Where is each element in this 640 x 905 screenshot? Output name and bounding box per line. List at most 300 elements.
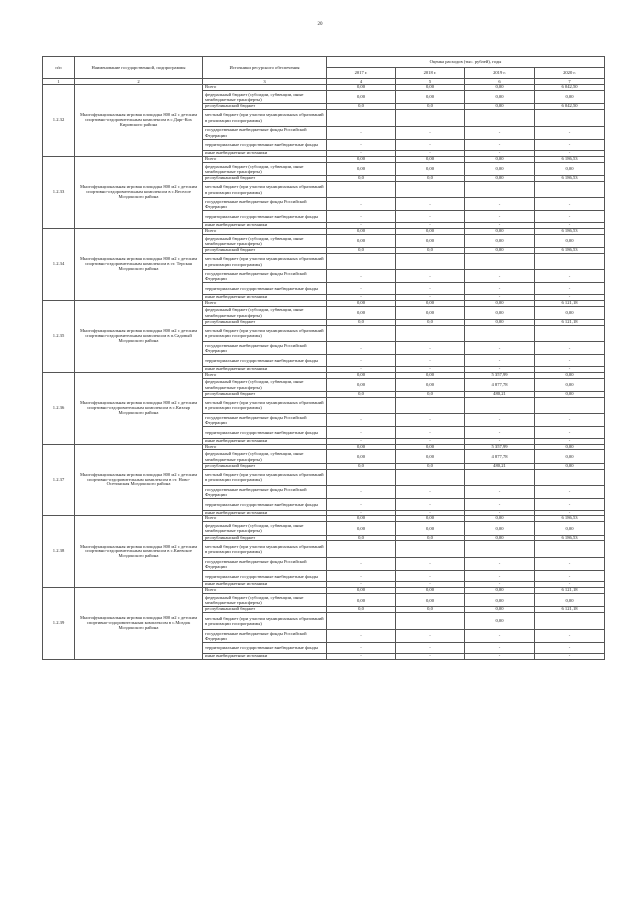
- source-label: республиканский бюджет: [203, 535, 327, 541]
- value-cell: 0,00: [396, 234, 465, 247]
- value-cell: 0,00: [396, 516, 465, 522]
- value-cell: -: [535, 654, 605, 660]
- source-label: федеральный бюджет (субсидии, субвенции, иные межбюджетные трансферты): [203, 378, 327, 391]
- source-label: федеральный бюджет (субсидии, субвенции, иные межбюджетные трансферты): [203, 90, 327, 103]
- value-cell: 0,00: [465, 300, 535, 306]
- value-cell: 0,00: [327, 378, 396, 391]
- value-cell: -: [465, 283, 535, 295]
- source-label: федеральный бюджет (субсидии, субвенции, иные межбюджетные трансферты): [203, 522, 327, 535]
- value-cell: -: [396, 438, 465, 444]
- item-number: 1.2.38: [43, 516, 75, 588]
- value-cell: 6 186,53: [535, 516, 605, 522]
- source-label: территориальные государственные внебюджетные фонды: [203, 283, 327, 295]
- value-cell: 0,00: [327, 516, 396, 522]
- source-label: иные внебюджетные источники: [203, 366, 327, 372]
- source-label: государственные внебюджетные фонды Российской Федерации: [203, 126, 327, 139]
- value-cell: 0,00: [535, 162, 605, 175]
- value-cell: 0,00: [327, 85, 396, 91]
- value-cell: -: [465, 355, 535, 367]
- value-cell: -: [327, 211, 396, 223]
- item-name: Многофункциональная игровая площадка 800 м2 с детским спортивно-оздоровительным комплексом в с.Веселое Моздокского района: [75, 156, 203, 228]
- source-label: иные внебюджетные источники: [203, 654, 327, 660]
- value-cell: [396, 181, 465, 198]
- header-source: Источники ресурсного обеспечения: [203, 57, 327, 79]
- value-cell: 6 121,18: [535, 607, 605, 613]
- source-label: местный бюджет (при участии муниципальных образований в реализации госпрограммы): [203, 253, 327, 270]
- value-cell: -: [535, 126, 605, 139]
- value-cell: 0,00: [465, 162, 535, 175]
- value-cell: 0,00: [327, 522, 396, 535]
- item-name: Многофункциональная игровая площадка 800 м2 с детским спортивно-оздоровительным комплексом в с.Дарг-Кох Кировского района: [75, 85, 203, 157]
- value-cell: -: [396, 414, 465, 427]
- value-cell: 0,00: [327, 90, 396, 103]
- value-cell: [535, 397, 605, 414]
- source-label: территориальные государственные внебюджетные фонды: [203, 570, 327, 582]
- value-cell: -: [327, 654, 396, 660]
- value-cell: -: [535, 283, 605, 295]
- source-label: иные внебюджетные источники: [203, 582, 327, 588]
- item-name: Многофункциональная игровая площадка 800 м2 с детским спортивно-оздоровительным комплексом в с.Киевское Моздокского района: [75, 516, 203, 588]
- value-cell: -: [535, 486, 605, 499]
- value-cell: -: [465, 629, 535, 642]
- value-cell: -: [465, 486, 535, 499]
- header-estimate: Оценка расходов (тыс. рублей), годы: [327, 57, 605, 68]
- source-label: Всего: [203, 85, 327, 91]
- value-cell: 0,00: [465, 594, 535, 607]
- value-cell: -: [465, 198, 535, 211]
- value-cell: [327, 110, 396, 127]
- source-label: республиканский бюджет: [203, 607, 327, 613]
- value-cell: 0,00: [327, 300, 396, 306]
- source-label: Всего: [203, 444, 327, 450]
- value-cell: 0,00: [465, 85, 535, 91]
- value-cell: -: [327, 222, 396, 228]
- value-cell: 6 042,50: [535, 85, 605, 91]
- value-cell: -: [465, 510, 535, 516]
- item-name: Многофункциональная игровая площадка 800 м2 с детским спортивно-оздоровительным комплексом в ст. Ново-Осетинская Моздокского района: [75, 444, 203, 516]
- value-cell: 6 186,53: [535, 247, 605, 253]
- value-cell: -: [396, 283, 465, 295]
- value-cell: 0,00: [327, 162, 396, 175]
- value-cell: -: [535, 557, 605, 570]
- value-cell: 0,00: [396, 450, 465, 463]
- value-cell: -: [327, 139, 396, 151]
- value-cell: [465, 541, 535, 558]
- value-cell: -: [535, 438, 605, 444]
- item-number: 1.2.32: [43, 85, 75, 157]
- value-cell: -: [327, 126, 396, 139]
- value-cell: -: [396, 427, 465, 439]
- value-cell: [396, 110, 465, 127]
- value-cell: -: [465, 366, 535, 372]
- value-cell: 480,21: [465, 463, 535, 469]
- value-cell: 0,00: [535, 594, 605, 607]
- value-cell: -: [396, 570, 465, 582]
- value-cell: -: [396, 510, 465, 516]
- header-index: 6: [465, 79, 535, 85]
- source-label: территориальные государственные внебюджетные фонды: [203, 211, 327, 223]
- value-cell: -: [396, 642, 465, 654]
- value-cell: -: [327, 510, 396, 516]
- item-number: 1.2.36: [43, 372, 75, 444]
- value-cell: 6 121,18: [535, 300, 605, 306]
- value-cell: -: [535, 427, 605, 439]
- source-label: федеральный бюджет (субсидии, субвенции, иные межбюджетные трансферты): [203, 162, 327, 175]
- value-cell: [396, 325, 465, 342]
- value-cell: [465, 397, 535, 414]
- value-cell: -: [327, 486, 396, 499]
- value-cell: [535, 325, 605, 342]
- source-label: государственные внебюджетные фонды Российской Федерации: [203, 414, 327, 427]
- source-label: территориальные государственные внебюджетные фонды: [203, 499, 327, 511]
- value-cell: -: [465, 427, 535, 439]
- value-cell: -: [327, 642, 396, 654]
- value-cell: 0,0: [396, 247, 465, 253]
- value-cell: 0,00: [396, 85, 465, 91]
- value-cell: 0,0: [327, 535, 396, 541]
- value-cell: -: [327, 294, 396, 300]
- value-cell: -: [327, 582, 396, 588]
- value-cell: [396, 469, 465, 486]
- source-label: федеральный бюджет (субсидии, субвенции, иные межбюджетные трансферты): [203, 450, 327, 463]
- value-cell: 5 357,99: [465, 372, 535, 378]
- value-cell: 0,00: [465, 319, 535, 325]
- source-label: иные внебюджетные источники: [203, 151, 327, 157]
- value-cell: -: [465, 414, 535, 427]
- value-cell: 0,0: [396, 535, 465, 541]
- value-cell: 0,0: [327, 319, 396, 325]
- value-cell: -: [535, 342, 605, 355]
- value-cell: 4 877,78: [465, 450, 535, 463]
- value-cell: 480,21: [465, 391, 535, 397]
- source-label: Всего: [203, 588, 327, 594]
- value-cell: [465, 325, 535, 342]
- value-cell: -: [465, 139, 535, 151]
- source-label: государственные внебюджетные фонды Российской Федерации: [203, 557, 327, 570]
- source-label: Всего: [203, 228, 327, 234]
- value-cell: 6 186,53: [535, 535, 605, 541]
- source-label: федеральный бюджет (субсидии, субвенции, иные межбюджетные трансферты): [203, 594, 327, 607]
- value-cell: 4 877,78: [465, 378, 535, 391]
- value-cell: 0,00: [465, 535, 535, 541]
- source-label: республиканский бюджет: [203, 104, 327, 110]
- value-cell: -: [465, 438, 535, 444]
- value-cell: 0,00: [535, 463, 605, 469]
- value-cell: -: [535, 151, 605, 157]
- value-cell: 0,00: [465, 228, 535, 234]
- source-label: Всего: [203, 372, 327, 378]
- item-name: Многофункциональная игровая площадка 800 м2 с детским спортивно-оздоровительным комплексом в с.Кизляр Моздокского района: [75, 372, 203, 444]
- value-cell: [465, 253, 535, 270]
- value-cell: -: [396, 211, 465, 223]
- value-cell: -: [327, 557, 396, 570]
- value-cell: 0,00: [396, 300, 465, 306]
- value-cell: 0,00: [465, 607, 535, 613]
- value-cell: -: [465, 654, 535, 660]
- source-label: государственные внебюджетные фонды Российской Федерации: [203, 270, 327, 283]
- value-cell: 0,00: [535, 378, 605, 391]
- value-cell: -: [535, 222, 605, 228]
- value-cell: 0,00: [396, 162, 465, 175]
- value-cell: 0,00: [396, 588, 465, 594]
- value-cell: 0,00: [465, 588, 535, 594]
- header-index: 7: [535, 79, 605, 85]
- value-cell: 0,00: [535, 450, 605, 463]
- value-cell: -: [535, 355, 605, 367]
- source-label: Всего: [203, 300, 327, 306]
- item-number: 1.2.37: [43, 444, 75, 516]
- value-cell: 0,0: [327, 607, 396, 613]
- value-cell: 0,00: [465, 522, 535, 535]
- value-cell: [396, 613, 465, 630]
- value-cell: -: [327, 427, 396, 439]
- value-cell: 6 186,53: [535, 228, 605, 234]
- table-body: [43, 85, 605, 660]
- value-cell: [465, 181, 535, 198]
- value-cell: -: [396, 582, 465, 588]
- source-label: местный бюджет (при участии муниципальных образований в реализации госпрограммы): [203, 110, 327, 127]
- value-cell: -: [535, 629, 605, 642]
- value-cell: [465, 110, 535, 127]
- header-index: 5: [396, 79, 465, 85]
- value-cell: -: [396, 151, 465, 157]
- value-cell: 0,00: [327, 588, 396, 594]
- value-cell: 0,00: [396, 522, 465, 535]
- source-label: местный бюджет (при участии муниципальных образований в реализации госпрограммы): [203, 397, 327, 414]
- item-number: 1.2.34: [43, 228, 75, 300]
- value-cell: -: [327, 499, 396, 511]
- value-cell: -: [327, 438, 396, 444]
- value-cell: -: [465, 557, 535, 570]
- value-cell: 6 121,18: [535, 319, 605, 325]
- source-label: Всего: [203, 156, 327, 162]
- source-label: государственные внебюджетные фонды Российской Федерации: [203, 198, 327, 211]
- source-label: республиканский бюджет: [203, 247, 327, 253]
- value-cell: -: [396, 198, 465, 211]
- value-cell: 0,00: [465, 306, 535, 319]
- value-cell: 0,0: [396, 463, 465, 469]
- value-cell: -: [396, 486, 465, 499]
- source-label: местный бюджет (при участии муниципальных образований в реализации госпрограммы): [203, 613, 327, 630]
- source-label: местный бюджет (при участии муниципальных образований в реализации госпрограммы): [203, 541, 327, 558]
- value-cell: [396, 541, 465, 558]
- value-cell: 0,00: [396, 594, 465, 607]
- value-cell: 0,00: [327, 444, 396, 450]
- value-cell: 0,0: [327, 391, 396, 397]
- value-cell: 0,0: [396, 607, 465, 613]
- value-cell: -: [327, 629, 396, 642]
- value-cell: -: [396, 222, 465, 228]
- source-label: иные внебюджетные источники: [203, 222, 327, 228]
- value-cell: 0,0: [396, 319, 465, 325]
- source-label: местный бюджет (при участии муниципальных образований в реализации госпрограммы): [203, 325, 327, 342]
- header-index: 2: [75, 79, 203, 85]
- value-cell: -: [396, 557, 465, 570]
- value-cell: 0,00: [535, 391, 605, 397]
- value-cell: -: [465, 126, 535, 139]
- value-cell: 0,00: [396, 306, 465, 319]
- header-year: 2020 г.: [535, 68, 605, 79]
- value-cell: 0,00: [465, 104, 535, 110]
- item-name: Многофункциональная игровая площадка 800 м2 с детским спортивно-оздоровительным комплексом в ст. Терская Моздокского района: [75, 228, 203, 300]
- value-cell: -: [465, 294, 535, 300]
- value-cell: [535, 613, 605, 630]
- value-cell: 0,00: [465, 247, 535, 253]
- value-cell: -: [396, 499, 465, 511]
- value-cell: 0,0: [396, 176, 465, 182]
- value-cell: 0,0: [327, 463, 396, 469]
- value-cell: 0,0: [327, 104, 396, 110]
- header-row: [43, 57, 605, 68]
- value-cell: -: [535, 294, 605, 300]
- source-label: федеральный бюджет (субсидии, субвенции, иные межбюджетные трансферты): [203, 234, 327, 247]
- value-cell: -: [465, 582, 535, 588]
- value-cell: -: [396, 126, 465, 139]
- value-cell: -: [465, 211, 535, 223]
- value-cell: -: [465, 570, 535, 582]
- value-cell: 0,00: [465, 613, 535, 630]
- header-index: 4: [327, 79, 396, 85]
- value-cell: 0,00: [396, 90, 465, 103]
- value-cell: [535, 541, 605, 558]
- value-cell: -: [465, 342, 535, 355]
- value-cell: 0,00: [535, 306, 605, 319]
- source-label: республиканский бюджет: [203, 463, 327, 469]
- item-number: 1.2.33: [43, 156, 75, 228]
- value-cell: [535, 181, 605, 198]
- value-cell: 0,00: [465, 90, 535, 103]
- source-label: иные внебюджетные источники: [203, 438, 327, 444]
- item-name: Многофункциональная игровая площадка 800 м2 с детским спортивно-оздоровительным комплексом в с.Моздок Моздокского района: [75, 588, 203, 660]
- value-cell: -: [465, 499, 535, 511]
- value-cell: -: [327, 366, 396, 372]
- value-cell: [327, 613, 396, 630]
- value-cell: [396, 253, 465, 270]
- value-cell: [535, 469, 605, 486]
- value-cell: -: [327, 270, 396, 283]
- value-cell: -: [535, 582, 605, 588]
- value-cell: 6 121,18: [535, 588, 605, 594]
- value-cell: 0,0: [396, 104, 465, 110]
- value-cell: 0,00: [327, 234, 396, 247]
- value-cell: 0,00: [396, 444, 465, 450]
- value-cell: -: [465, 151, 535, 157]
- value-cell: 0,00: [535, 234, 605, 247]
- value-cell: -: [535, 414, 605, 427]
- header-num: п/п: [43, 57, 75, 79]
- value-cell: -: [535, 366, 605, 372]
- value-cell: [465, 469, 535, 486]
- value-cell: 0,00: [327, 156, 396, 162]
- value-cell: 0,0: [327, 247, 396, 253]
- value-cell: 0,00: [396, 228, 465, 234]
- value-cell: -: [535, 642, 605, 654]
- value-cell: 0,00: [535, 372, 605, 378]
- value-cell: [327, 469, 396, 486]
- value-cell: -: [396, 270, 465, 283]
- source-label: государственные внебюджетные фонды Российской Федерации: [203, 486, 327, 499]
- value-cell: [327, 397, 396, 414]
- source-label: местный бюджет (при участии муниципальных образований в реализации госпрограммы): [203, 469, 327, 486]
- value-cell: -: [327, 198, 396, 211]
- source-label: территориальные государственные внебюджетные фонды: [203, 427, 327, 439]
- value-cell: -: [465, 222, 535, 228]
- value-cell: -: [396, 355, 465, 367]
- value-cell: [327, 325, 396, 342]
- value-cell: -: [327, 342, 396, 355]
- value-cell: -: [396, 139, 465, 151]
- value-cell: [327, 253, 396, 270]
- item-name: Многофункциональная игровая площадка 800 м2 с детским спортивно-оздоровительным комплексом в п.Садовый Моздокского района: [75, 300, 203, 372]
- value-cell: 0,00: [327, 450, 396, 463]
- source-label: федеральный бюджет (субсидии, субвенции, иные межбюджетные трансферты): [203, 306, 327, 319]
- value-cell: 0,00: [396, 372, 465, 378]
- value-cell: 0,00: [396, 156, 465, 162]
- value-cell: [396, 397, 465, 414]
- value-cell: 0,00: [535, 444, 605, 450]
- value-cell: 0,00: [465, 516, 535, 522]
- source-label: республиканский бюджет: [203, 176, 327, 182]
- header-year: 2019 г.: [465, 68, 535, 79]
- source-label: республиканский бюджет: [203, 391, 327, 397]
- header-name: Наименование государственной, подпрограммы: [75, 57, 203, 79]
- value-cell: -: [535, 499, 605, 511]
- value-cell: -: [396, 629, 465, 642]
- source-label: государственные внебюджетные фонды Российской Федерации: [203, 342, 327, 355]
- value-cell: 0,00: [465, 176, 535, 182]
- value-cell: -: [465, 270, 535, 283]
- value-cell: 0,00: [327, 228, 396, 234]
- value-cell: [535, 110, 605, 127]
- value-cell: [535, 253, 605, 270]
- value-cell: 6 186,53: [535, 156, 605, 162]
- value-cell: [327, 541, 396, 558]
- value-cell: 0,00: [327, 372, 396, 378]
- value-cell: -: [535, 211, 605, 223]
- source-label: республиканский бюджет: [203, 319, 327, 325]
- value-cell: -: [535, 570, 605, 582]
- source-label: иные внебюджетные источники: [203, 294, 327, 300]
- header-index: 3: [203, 79, 327, 85]
- source-label: Всего: [203, 516, 327, 522]
- value-cell: -: [327, 283, 396, 295]
- value-cell: 0,00: [396, 378, 465, 391]
- budget-table: [42, 56, 605, 660]
- value-cell: -: [396, 294, 465, 300]
- source-label: территориальные государственные внебюджетные фонды: [203, 355, 327, 367]
- page-number: 20: [317, 22, 323, 27]
- item-number: 1.2.35: [43, 300, 75, 372]
- header-year: 2017 г.: [327, 68, 396, 79]
- value-cell: 6 186,53: [535, 176, 605, 182]
- value-cell: -: [327, 355, 396, 367]
- value-cell: 6 042,50: [535, 104, 605, 110]
- value-cell: 0,0: [396, 391, 465, 397]
- value-cell: 0,0: [327, 176, 396, 182]
- value-cell: -: [396, 342, 465, 355]
- header-index: 1: [43, 79, 75, 85]
- source-label: территориальные государственные внебюджетные фонды: [203, 642, 327, 654]
- value-cell: -: [535, 139, 605, 151]
- value-cell: -: [327, 414, 396, 427]
- value-cell: 0,00: [535, 90, 605, 103]
- value-cell: -: [396, 366, 465, 372]
- item-number: 1.2.39: [43, 588, 75, 660]
- value-cell: -: [327, 570, 396, 582]
- value-cell: 0,00: [465, 156, 535, 162]
- value-cell: 5 357,99: [465, 444, 535, 450]
- value-cell: 0,00: [535, 522, 605, 535]
